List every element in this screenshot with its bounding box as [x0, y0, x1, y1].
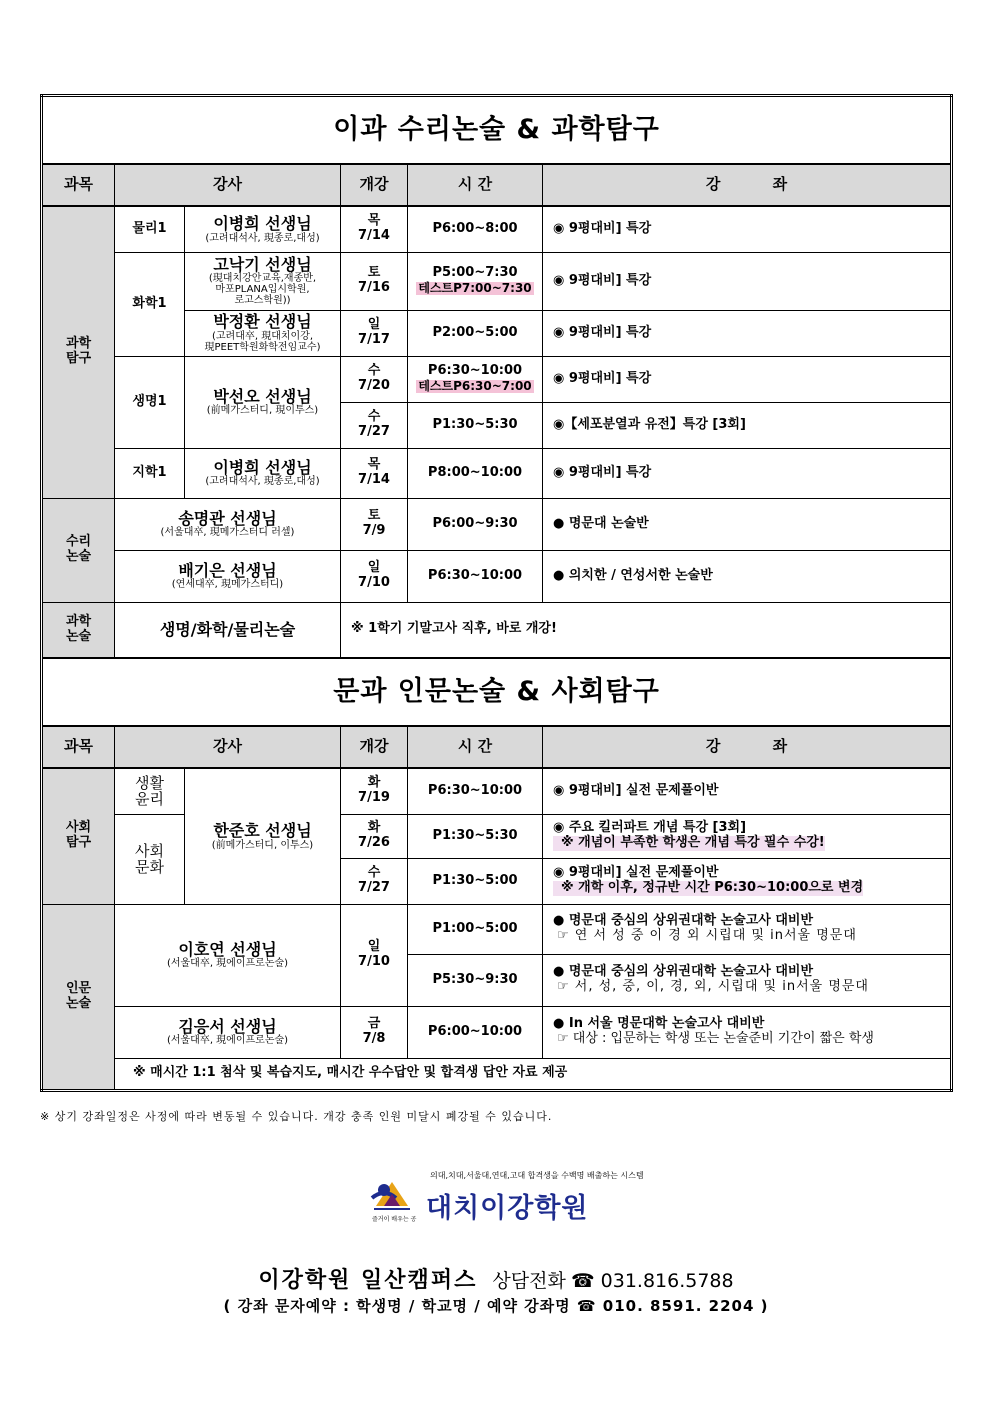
teacher-cell: [185, 356, 341, 448]
category-social: 사회 탐구: [42, 768, 115, 904]
test-time-badge: 테스트P7:00~7:30: [418, 280, 532, 295]
header-open: 개강: [341, 726, 408, 768]
subject-chemistry: 화학1: [115, 252, 185, 356]
header-open: 개강: [341, 164, 408, 206]
teacher-name: 고낙기 선생님: [213, 254, 312, 274]
header-subject: 과목: [42, 164, 115, 206]
header-subject: 과목: [42, 726, 115, 768]
teacher-credentials: (서울대卒, 現메가스터디 러셀): [160, 527, 295, 539]
table-row: [42, 498, 952, 550]
teacher-name: 이병희 선생님: [213, 213, 312, 233]
class-time: P6:30~10:00: [408, 550, 543, 602]
open-date: 수 7/20: [341, 356, 408, 402]
science-header-row: [42, 164, 952, 206]
test-time-badge: 테스트P6:30~7:00: [418, 378, 532, 393]
open-date: 금 7/8: [341, 1006, 408, 1058]
course-title: ● 명문대 중심의 상위권대학 논술고사 대비반: [553, 913, 814, 929]
class-time: P6:00~8:00: [408, 206, 543, 252]
teacher-cell: [115, 498, 341, 550]
course-cell: [543, 904, 952, 954]
category-humanities-essay: 인문 논술: [42, 904, 115, 1090]
phone-label: 상담전화: [492, 1270, 566, 1292]
open-date: 토 7/9: [341, 498, 408, 550]
open-date: 목 7/14: [341, 448, 408, 498]
disclaimer: ※ 상기 강좌일정은 사정에 따라 변동될 수 있습니다. 개강 충족 인원 미달시 폐강될 수 있습니다.: [40, 1110, 553, 1123]
table-row: [42, 252, 952, 310]
course-note: ※ 개학 이후, 정규반 시간 P6:30~10:00으로 변경: [553, 881, 863, 896]
open-date: 일 7/17: [341, 310, 408, 356]
class-time: P5:00~7:30: [432, 264, 518, 280]
course-title: ◉ 9평대비] 실전 문제풀이반: [543, 768, 952, 814]
teacher-credentials: (연세대卒, 現메가스터디): [171, 579, 284, 591]
class-time: P1:00~5:00: [408, 904, 543, 954]
teacher-name: 박정환 선생님: [213, 312, 312, 332]
humanities-title: 문과 인문논술 & 사회탐구: [42, 658, 952, 726]
table-row: [42, 602, 952, 658]
header-time: 시 간: [408, 726, 543, 768]
open-date: 수 7/27: [341, 858, 408, 904]
teacher-name: 배기은 선생님: [178, 560, 277, 580]
schedule-table: [40, 94, 953, 1092]
schedule-sheet: [40, 94, 950, 1092]
category-math-essay: 수리 논술: [42, 498, 115, 602]
teacher-name: 박선오 선생님: [213, 386, 312, 406]
phone-number: ☎ 031.816.5788: [570, 1270, 734, 1292]
class-time: P1:30~5:30: [408, 402, 543, 448]
table-row: [42, 448, 952, 498]
teacher-credentials: (고려대석사, 現종로,대성): [205, 232, 320, 244]
category-science-essay: 과학 논술: [42, 602, 115, 658]
class-time: P2:00~5:00: [408, 310, 543, 356]
table-row: [42, 550, 952, 602]
teacher-credentials: (고려대卒, 現대치이강, 現PEET학원화학전임교수): [204, 330, 321, 353]
course-title: ● 명문대 중심의 상위권대학 논술고사 대비반: [553, 964, 814, 980]
academy-tagline: 의대,치대,서울대,연대,고대 합격생을 수백명 배출하는 시스템: [430, 1171, 644, 1180]
open-date: 토 7/16: [341, 252, 408, 310]
header-teacher: 강사: [115, 164, 341, 206]
open-date: 일 7/10: [341, 550, 408, 602]
table-row: [42, 356, 952, 402]
class-time: P1:30~5:30: [408, 814, 543, 858]
course-cell: [543, 858, 952, 904]
teacher-credentials: (고려대석사, 現종로,대성): [205, 476, 320, 488]
teacher-credentials: (現대치강안교육,재종반, 마포PLANA입시학원, 로고스학원)): [208, 273, 317, 307]
class-time: P6:00~9:30: [408, 498, 543, 550]
open-date: 화 7/26: [341, 814, 408, 858]
course-title: ● 명문대 논술반: [543, 498, 952, 550]
course-title: ◉【세포분열과 유전】특강 [3회]: [543, 402, 952, 448]
sms-reservation: ( 강좌 문자예약 : 학생명 / 학교명 / 예약 강좌명 ☎ 010. 8591. 2204 ): [223, 1297, 769, 1315]
class-time: P8:00~10:00: [408, 448, 543, 498]
course-title: ◉ 9평대비] 특강: [543, 356, 952, 402]
teacher-cell: [115, 550, 341, 602]
course-title: ◉ 9평대비] 특강: [543, 310, 952, 356]
course-title: ◉ 9평대비] 특강: [543, 206, 952, 252]
course-title: ● In 서울 명문대학 논술고사 대비반: [553, 1016, 765, 1032]
class-time: P5:30~9:30: [408, 954, 543, 1006]
class-time-cell: [408, 356, 543, 402]
campus-contact: [0, 1263, 992, 1294]
course-cell: [543, 1006, 952, 1058]
course-target: ☞ 대상 : 입문하는 학생 또는 논술준비 기간이 짧은 학생: [557, 1031, 874, 1046]
teacher-cell: [185, 768, 341, 904]
teacher-name: 한준호 선생님: [213, 820, 312, 840]
class-time: P1:30~5:00: [408, 858, 543, 904]
header-time: 시 간: [408, 164, 543, 206]
campus-name: 이강학원 일산캠퍼스: [258, 1268, 478, 1293]
header-teacher: 강사: [115, 726, 341, 768]
teacher-name: 이호연 선생님: [178, 939, 277, 959]
open-date: 수 7/27: [341, 402, 408, 448]
table-row: [42, 1006, 952, 1058]
header-course: 강 좌: [543, 726, 952, 768]
course-cell: [543, 814, 952, 858]
class-time: P6:30~10:00: [408, 768, 543, 814]
academy-motto: 즐거이 배우는 공: [372, 1216, 417, 1223]
course-title: ● 의치한 / 연성서한 논술반: [543, 550, 952, 602]
class-time-cell: [408, 252, 543, 310]
teacher-cell: [115, 904, 341, 1006]
course-title: ◉ 9평대비] 실전 문제풀이반: [553, 865, 719, 881]
teacher-credentials: (前메가스터디, 現이투스): [206, 405, 319, 417]
teacher-cell: [185, 206, 341, 252]
academy-name: 대치이강학원: [426, 1193, 589, 1224]
course-target: ☞ 서, 성, 중, 이, 경, 외, 시립대 및 in서울 명문대: [557, 979, 869, 994]
table-row: [42, 1058, 952, 1090]
subject-society: 사회 문화: [115, 814, 185, 904]
subject-physics: 물리1: [115, 206, 185, 252]
category-science: 과학 탐구: [42, 206, 115, 498]
teacher-name: 송명관 선생님: [178, 508, 277, 528]
course-target: ☞ 연 서 성 중 이 경 외 시립대 및 in서울 명문대: [557, 928, 857, 943]
header-course: 강 좌: [543, 164, 952, 206]
teacher-name: 김응서 선생님: [178, 1016, 277, 1036]
class-time: P6:00~10:00: [408, 1006, 543, 1058]
teacher-cell: [185, 310, 341, 356]
class-time: P6:30~10:00: [427, 362, 523, 378]
teacher-name: 이병희 선생님: [213, 457, 312, 477]
course-cell: [543, 954, 952, 1006]
humanities-header-row: [42, 726, 952, 768]
course-note: ※ 개념이 부족한 학생은 개념 특강 필수 수강!: [553, 836, 825, 851]
open-date: 화 7/19: [341, 768, 408, 814]
table-row: [42, 814, 952, 858]
course-title: ◉ 9평대비] 특강: [543, 448, 952, 498]
course-title: ◉ 주요 킬러파트 개념 특강 [3회]: [553, 820, 747, 836]
science-essay-notice: ※ 1학기 기말고사 직후, 바로 개강!: [341, 602, 952, 658]
science-essay-subjects: 생명/화학/물리논술: [115, 602, 341, 658]
teacher-credentials: (서울대卒, 現에이프로논술): [166, 958, 289, 970]
subject-earth-science: 지학1: [115, 448, 185, 498]
open-date: 목 7/14: [341, 206, 408, 252]
teacher-credentials: (前메가스터디, 이투스): [211, 839, 314, 851]
table-row: [42, 206, 952, 252]
humanities-footnote: ※ 매시간 1:1 첨삭 및 복습지도, 매시간 우수답안 및 합격생 답안 자료 제공: [115, 1058, 952, 1090]
teacher-credentials: (서울대卒, 現에이프로논술): [166, 1035, 289, 1047]
science-title: 이과 수리논술 & 과학탐구: [42, 96, 952, 165]
teacher-cell: [185, 252, 341, 310]
open-date: 일 7/10: [341, 904, 408, 1006]
course-title: ◉ 9평대비] 특강: [543, 252, 952, 310]
table-row: [42, 904, 952, 954]
subject-biology: 생명1: [115, 356, 185, 448]
teacher-cell: [115, 1006, 341, 1058]
table-row: [42, 768, 952, 814]
subject-ethics: 생활 윤리: [115, 768, 185, 814]
teacher-cell: [185, 448, 341, 498]
